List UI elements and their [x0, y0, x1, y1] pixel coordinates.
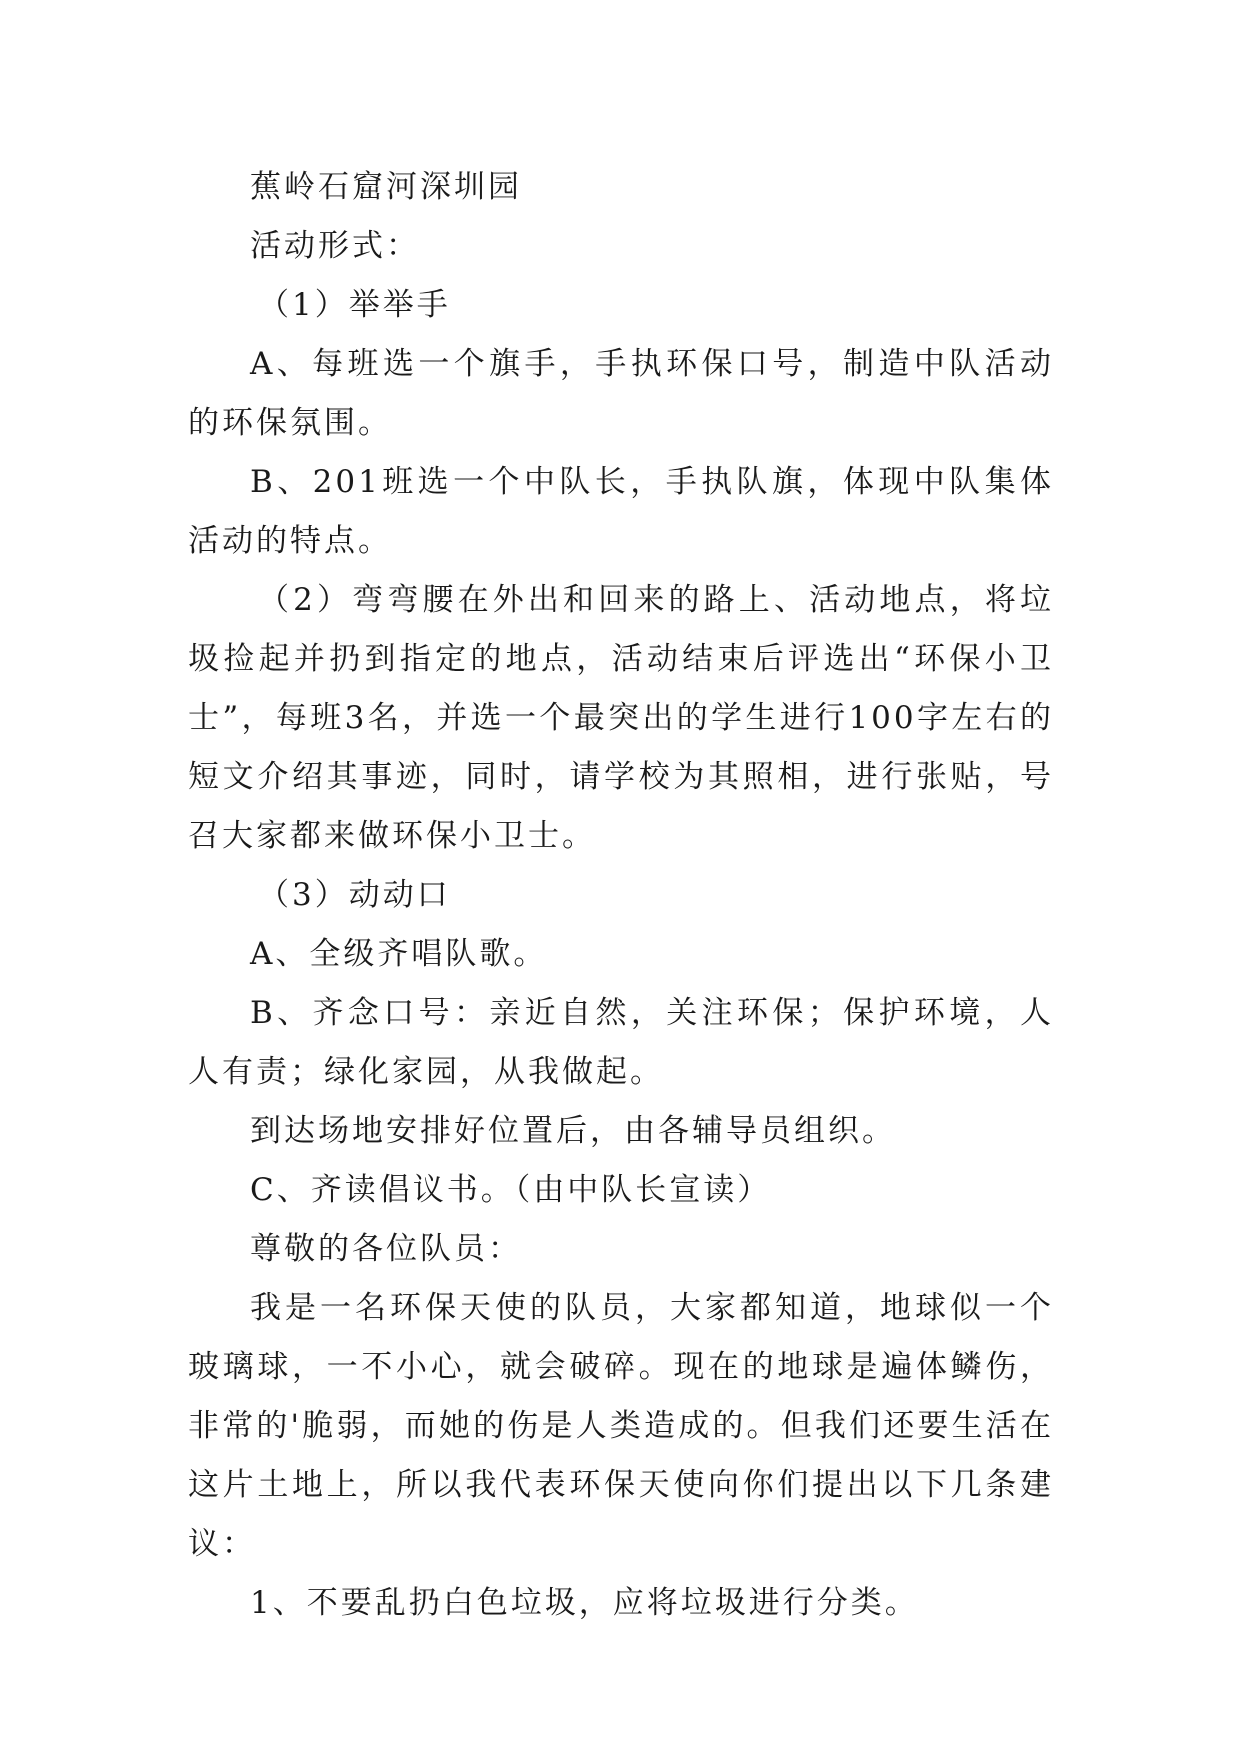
- paragraph-item-1b: B、201班选一个中队长，手执队旗，体现中队集体活动的特点。: [188, 464, 1054, 559]
- paragraph-salutation: 尊敬的各位队员：: [250, 1231, 522, 1267]
- paragraph-item-2: （2）弯弯腰在外出和回来的路上、活动地点，将垃圾捡起并扔到指定的地点，活动结束后评选出“环保小卫士”，每班3名，并选一个最突出的学生进行100字左右的短文介绍其事迹，同时，请学校为其照相，进行张贴，号召大家都来做环保小卫士。: [188, 582, 1054, 854]
- paragraph-item-3a: A、全级齐唱队歌。: [250, 936, 548, 972]
- paragraph-location: 蕉岭石窟河深圳园: [250, 169, 522, 205]
- paragraph-item-3-heading: （3）动动口: [258, 877, 451, 913]
- paragraph-item-1a: A、每班选一个旗手，手执环保口号，制造中队活动的环保氛围。: [188, 346, 1054, 441]
- paragraph-proposal-body: 我是一名环保天使的队员，大家都知道，地球似一个玻璃球，一不小心，就会破碎。现在的地球是遍体鳞伤，非常的'脆弱，而她的伤是人类造成的。但我们还要生活在这片土地上，所以我代表环保天使向你们提出以下几条建议：: [188, 1290, 1054, 1562]
- paragraph-item-3b: B、齐念口号：亲近自然，关注环保；保护环境，人人有责；绿化家园，从我做起。: [188, 995, 1054, 1090]
- paragraph-item-3c: C、齐读倡议书。（由中队长宣读）: [250, 1172, 772, 1208]
- document-body: [188, 158, 1054, 1633]
- paragraph-suggestion-1: 1、不要乱扔白色垃圾，应将垃圾进行分类。: [250, 1585, 919, 1621]
- paragraph-activity-form-heading: 活动形式：: [250, 228, 420, 264]
- paragraph-item-1-heading: （1）举举手: [258, 287, 451, 323]
- paragraph-arrival-note: 到达场地安排好位置后，由各辅导员组织。: [250, 1113, 896, 1149]
